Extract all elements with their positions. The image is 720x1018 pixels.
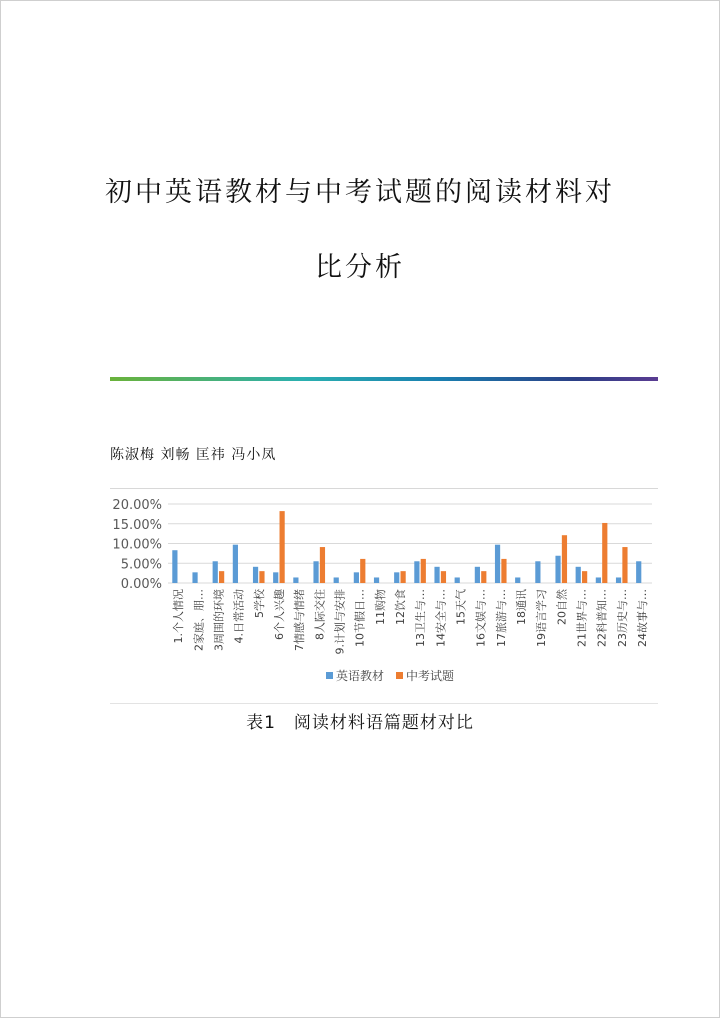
bar-exam xyxy=(602,523,607,583)
figure-caption xyxy=(0,708,720,733)
x-tick-label: 18通讯 xyxy=(514,589,528,625)
y-tick-label: 15.00% xyxy=(112,517,162,533)
x-tick-label: 5学校 xyxy=(252,589,266,618)
bar-textbook xyxy=(394,572,399,583)
bar-exam xyxy=(320,547,325,583)
x-tick-label: 15天气 xyxy=(454,589,468,625)
x-tick-label: 11购物 xyxy=(373,589,387,625)
x-tick-label: 22科普知… xyxy=(595,589,609,647)
bar-textbook xyxy=(576,567,581,583)
bar-textbook xyxy=(334,577,339,583)
x-tick-label: 19语言学习 xyxy=(535,589,549,647)
x-tick-label: 6个人兴趣 xyxy=(272,589,286,640)
x-tick-label: 23历史与… xyxy=(615,589,629,647)
x-tick-label: 8人际交往 xyxy=(313,589,327,640)
paper-title-line-1: 初中英语教材与中考试题的阅读材料对 xyxy=(105,177,615,208)
x-tick-label: 20自然 xyxy=(555,589,569,625)
bar-exam xyxy=(622,547,627,583)
bar-textbook xyxy=(313,561,318,583)
paper-title-line-2: 比分析 xyxy=(315,252,405,283)
x-tick-label: 3周围的环境 xyxy=(212,589,226,651)
legend-swatch-textbook xyxy=(326,672,333,679)
x-tick-label: 21世界与… xyxy=(575,589,589,647)
bar-exam xyxy=(582,571,587,583)
x-tick-label: 1.个人情况 xyxy=(172,589,186,644)
caption-text: 阅读材料语篇题材对比 xyxy=(293,713,474,733)
y-tick-label: 10.00% xyxy=(112,537,162,553)
y-tick-label: 20.00% xyxy=(112,498,162,513)
bar-exam xyxy=(259,571,264,583)
caption-number: 表1 xyxy=(246,713,276,733)
chart-frame xyxy=(110,488,658,704)
bar-textbook xyxy=(414,561,419,583)
bar-chart xyxy=(110,489,658,703)
y-tick-label: 0.00% xyxy=(120,577,162,592)
bar-exam xyxy=(501,559,506,583)
bar-textbook xyxy=(616,577,621,583)
bar-exam xyxy=(481,571,486,583)
bar-exam xyxy=(280,511,285,583)
x-tick-label: 9.计划与安排 xyxy=(333,589,347,655)
x-tick-label: 10节假日… xyxy=(353,589,367,647)
bar-textbook xyxy=(636,561,641,583)
bar-textbook xyxy=(213,561,218,583)
bar-textbook xyxy=(293,577,298,583)
bar-textbook xyxy=(233,545,238,583)
legend-swatch-exam xyxy=(396,672,403,679)
bar-exam xyxy=(441,571,446,583)
y-tick-label: 5.00% xyxy=(120,557,162,573)
x-tick-label: 14安全与… xyxy=(434,589,448,647)
x-tick-label: 4.日常活动 xyxy=(232,589,246,644)
bar-textbook xyxy=(192,572,197,583)
x-tick-label: 12饮食 xyxy=(393,589,407,625)
bar-textbook xyxy=(273,572,278,583)
legend-label-exam: 中考试题 xyxy=(406,669,455,683)
bar-textbook xyxy=(374,577,379,583)
bar-textbook xyxy=(354,572,359,583)
bar-textbook xyxy=(596,577,601,583)
bar-exam xyxy=(562,535,567,583)
legend-label-textbook: 英语教材 xyxy=(336,669,385,683)
x-tick-label: 13卫生与… xyxy=(414,589,428,647)
bar-textbook xyxy=(535,561,540,583)
bar-textbook xyxy=(253,567,258,583)
bar-textbook xyxy=(475,567,480,583)
bar-textbook xyxy=(172,550,177,583)
bar-exam xyxy=(401,571,406,583)
bar-textbook xyxy=(555,556,560,583)
x-tick-label: 7情感与情绪 xyxy=(293,589,307,651)
bar-exam xyxy=(421,559,426,583)
bar-textbook xyxy=(515,577,520,583)
x-tick-label: 16文娱与… xyxy=(474,589,488,647)
x-tick-label: 2家庭、朋… xyxy=(192,589,206,651)
bar-exam xyxy=(219,571,224,583)
x-tick-label: 17旅游与… xyxy=(494,589,508,647)
bar-textbook xyxy=(455,577,460,583)
bar-textbook xyxy=(434,567,439,583)
gradient-divider xyxy=(110,377,658,381)
author-list: 陈淑梅 刘畅 匡祎 冯小凤 xyxy=(110,447,277,463)
bar-textbook xyxy=(495,545,500,583)
x-tick-label: 24故事与… xyxy=(635,589,649,647)
bar-exam xyxy=(360,559,365,583)
